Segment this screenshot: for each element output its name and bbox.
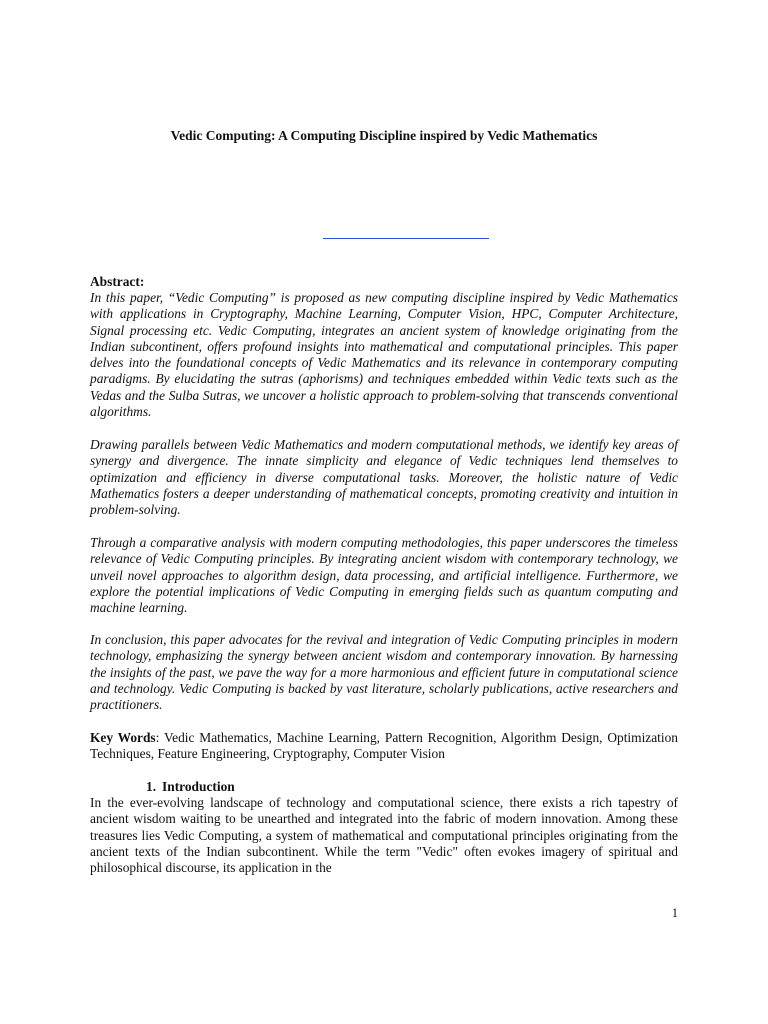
abstract-heading: Abstract: <box>90 274 145 289</box>
paper-title: Vedic Computing: A Computing Discipline inspired by Vedic Mathematics <box>170 128 598 143</box>
abstract-paragraph-4: In conclusion, this paper advocates for the revival and integration of Vedic Computing principles in modern technology, emphasizing the synergy between ancient wisdom and contemporary innovation. By harnessing the insights of the past, we pave the way for a more harmonious and efficient future in computational science and technology. Vedic Computing is backed by vast literature, scholarly publications, active researchers and practitioners. <box>90 632 678 713</box>
section-title: Introduction <box>162 779 235 794</box>
abstract-paragraph-1: In this paper, “Vedic Computing” is proposed as new computing discipline inspired by Vedic Mathematics with applications in Cryptography, Machine Learning, Computer Vision, HPC, Computer Architecture, Signal processing etc. Vedic Computing, integrates an ancient system of knowledge originating from the Indian subcontinent, offers profound insights into mathematical and computational principles. This paper delves into the foundational concepts of Vedic Mathematics and its relevance in contemporary computing paradigms. By elucidating the sutras (aphorisms) and techniques embedded within Vedic texts such as the Vedas and the Sulba Sutras, we uncover a holistic approach to problem-solving that transcends conventional algorithms. <box>90 290 678 420</box>
page-number: 1 <box>671 906 678 920</box>
keywords-list: : Vedic Mathematics, Machine Learning, Pattern Recognition, Algorithm Design, Optimization Techniques, Feature Engineering, Cryptography, Computer Vision <box>90 730 679 762</box>
section-heading <box>146 779 241 795</box>
keywords <box>90 730 678 763</box>
abstract-paragraph-2: Drawing parallels between Vedic Mathematics and modern computational methods, we identify key areas of synergy and divergence. The innate simplicity and elegance of Vedic techniques lend themselves to optimization and efficiency in diverse computational tasks. Moreover, the holistic nature of Vedic Mathematics fosters a deeper understanding of mathematical concepts, promoting creativity and intuition in problem-solving. <box>90 437 678 518</box>
introduction-paragraph: In the ever-evolving landscape of technology and computational science, there exists a rich tapestry of ancient wisdom waiting to be unearthed and integrated into the fabric of modern innovation. Among these treasures lies Vedic Computing, a system of mathematical and computational principles originating from the ancient texts of the Indian subcontinent. While the term "Vedic" often evokes imagery of spiritual and philosophical discourse, its application in the <box>90 795 678 876</box>
section-number: 1. <box>146 779 157 794</box>
abstract-paragraph-3: Through a comparative analysis with modern computing methodologies, this paper underscores the timeless relevance of Vedic Computing principles. By integrating ancient wisdom with contemporary technology, we unveil novel approaches to algorithm design, data processing, and artificial intelligence. Furthermore, we explore the potential implications of Vedic Computing in emerging fields such as quantum computing and machine learning. <box>90 535 678 616</box>
keywords-label: Key Words <box>90 730 156 745</box>
author-link-underline <box>323 238 489 239</box>
